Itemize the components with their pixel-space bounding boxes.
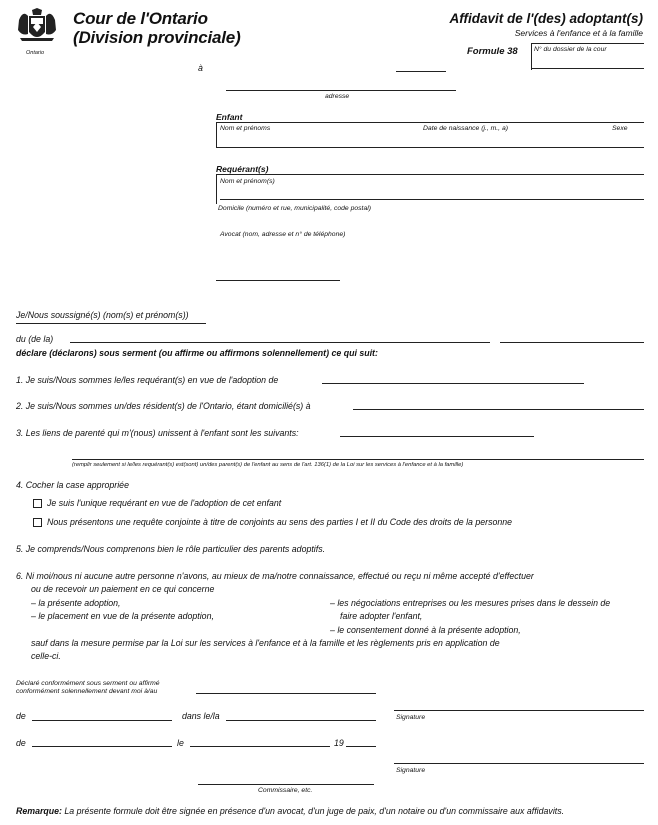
requerant-address-label: Domicile (numéro et rue, municipalité, code postal) [218,205,371,212]
item-1-field[interactable] [322,383,584,384]
court-name-line2: (Division provinciale) [73,28,241,47]
item-2-text: 2. Je suis/Nous sommes un/des résident(s) de l'Ontario, étant domicilié(s) à [16,401,311,411]
applicant-signature-line-1[interactable] [394,710,644,711]
item-6-line1: 6. Ni moi/nous ni aucune autre personne n'avons, au mieux de ma/notre connaissance, effectué ou reçu ni même accepté d'effectuer [16,571,534,581]
item-6-b: – le placement en vue de la présente adoption, [31,611,214,621]
year-field[interactable] [346,746,376,747]
ontario-coat-of-arms-logo [14,8,60,48]
le-label: le [177,738,184,748]
declares-text: déclare (déclarons) sous serment (ou affirme ou affirmons solennellement) ce qui suit: [16,348,378,358]
adresse-label: adresse [325,93,350,100]
item-1-text: 1. Je suis/Nous sommes le/les requérant(s) en vue de l'adoption de [16,375,279,385]
item-6-d: – le consentement donné à la présente adoption, [330,625,521,635]
commissioner-signature-line[interactable] [198,784,374,785]
item-6-line2: ou de recevoir un paiement en ce qui concerne [31,584,215,594]
year-label: 19 [334,738,344,748]
item-6-line4: celle-ci. [31,651,61,661]
court-address-field[interactable] [226,90,456,91]
court-file-number-label: N° du dossier de la cour [534,46,607,53]
form-title: Affidavit de l'(des) adoptant(s) [449,11,643,26]
requerant-name-field[interactable] [220,199,644,200]
de2-label: de [16,738,26,748]
enfant-fields-line[interactable] [216,147,644,148]
dans-le-field[interactable] [226,720,376,721]
item-4-checkbox-1[interactable] [33,499,42,508]
de2-field[interactable] [32,746,172,747]
form-number: Formule 38 [467,46,518,57]
lawyer-field[interactable] [216,280,340,281]
remark-label: Remarque: [16,806,62,816]
item-6-a: – la présente adoption, [31,598,121,608]
signature-label-2: Signature [396,767,426,774]
sworn-at-field[interactable] [196,693,376,694]
logo-caption: Ontario [26,50,45,56]
enfant-dob-label: Date de naissance (j., m., a) [423,125,508,132]
item-3-note: (remplir seulement si le/les requérant(s) est(sont) un/des parent(s) de l'enfant au sens de l'art. 136(1) de la Loi sur les services à l'enfance et à la famille) [72,462,464,468]
item-3-field-1[interactable] [340,436,534,437]
enfant-heading: Enfant [216,112,243,122]
applicant-signature-line-2[interactable] [394,763,644,764]
de-field[interactable] [32,720,172,721]
enfant-sex-label: Sexe [612,125,628,132]
item-5-text: 5. Je comprends/Nous comprenons bien le rôle particulier des parents adoptifs. [16,544,326,554]
item-3-text: 3. Les liens de parenté qui m'(nous) unissent à l'enfant sont les suivants: [16,428,299,438]
court-name-line1: Cour de l'Ontario [73,9,208,28]
item-6-c1: – les négociations entreprises ou les mesures prises dans le dessein de [330,598,611,608]
item-4-option-2: Nous présentons une requête conjointe à titre de conjoints au sens des parties I et II du Code des droits de la personne [47,517,513,527]
sworn-line2: conformément solennellement devant moi à/au [16,688,158,695]
de-label: de [16,711,26,721]
remark [16,806,564,816]
undersigned-label: Je/Nous soussigné(s) (nom(s) et prénom(s)) [16,310,189,320]
court-file-number-field[interactable] [532,68,644,69]
of-field-2[interactable] [500,342,644,343]
form-subtitle: Services à l'enfance et à la famille [514,28,643,38]
court-location-field[interactable] [396,71,446,72]
requerant-heading: Requérant(s) [216,164,269,174]
item-4-text: 4. Cocher la case appropriée [16,480,129,490]
remark-text: La présente formule doit être signée en présence d'un avocat, d'un juge de paix, d'un notaire ou d'un commissaire aux affidavits. [64,806,565,816]
enfant-name-label: Nom et prénoms [220,125,271,132]
commissioner-label: Commissaire, etc. [258,787,313,794]
a-label: à [198,63,203,73]
item-4-option-1: Je suis l'unique requérant en vue de l'adoption de cet enfant [47,498,282,508]
lawyer-label: Avocat (nom, adresse et n° de téléphone) [220,231,346,238]
date-field[interactable] [190,746,330,747]
item-6-c2: faire adopter l'enfant, [340,611,423,621]
item-2-field[interactable] [353,409,644,410]
dans-le-label: dans le/la [182,711,220,721]
item-3-field-2[interactable] [72,459,644,460]
sworn-line1: Déclaré conformément sous serment ou affirmé [16,680,160,687]
requerant-name-label: Nom et prénom(s) [220,178,275,185]
item-6-line3: sauf dans la mesure permise par la Loi sur les services à l'enfance et à la famille et les règlements pris en application de [31,638,500,648]
undersigned-name-field[interactable] [16,323,206,324]
of-field-1[interactable] [70,342,490,343]
item-4-checkbox-2[interactable] [33,518,42,527]
signature-label-1: Signature [396,714,426,721]
of-label: du (de la) [16,334,54,344]
